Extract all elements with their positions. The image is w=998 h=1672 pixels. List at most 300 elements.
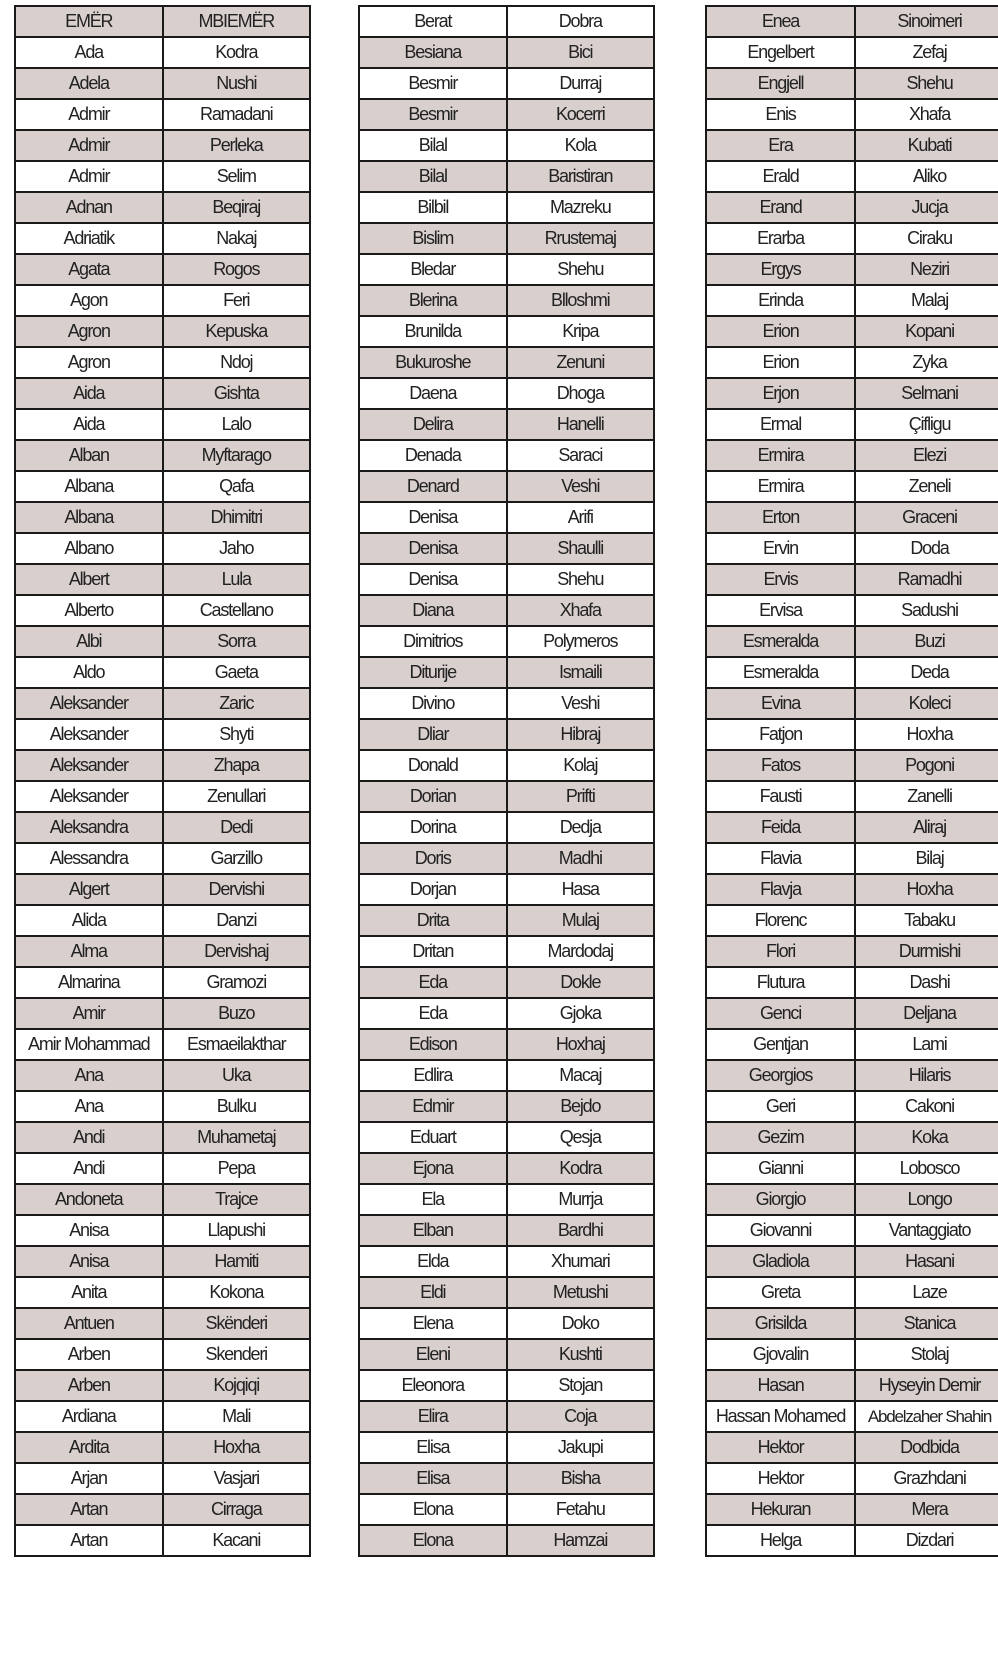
- table-row: [706, 1463, 998, 1494]
- name-cell: Erion: [706, 316, 855, 347]
- surname-cell: Sorra: [163, 626, 311, 657]
- table-row: [706, 1215, 998, 1246]
- surname-cell: Zaric: [163, 688, 311, 719]
- surname-cell: Nakaj: [163, 223, 311, 254]
- name-cell: Evina: [706, 688, 855, 719]
- name-cell: Alessandra: [15, 843, 163, 874]
- table-row: [15, 1432, 310, 1463]
- name-cell: Elona: [359, 1494, 507, 1525]
- name-cell: Elisa: [359, 1463, 507, 1494]
- name-cell: Engjell: [706, 68, 855, 99]
- surname-cell: Zenuni: [507, 347, 655, 378]
- name-cell: Brunilda: [359, 316, 507, 347]
- table-row: [359, 1215, 654, 1246]
- name-cell: Arben: [15, 1370, 163, 1401]
- surname-cell: Jaho: [163, 533, 311, 564]
- table-row: [15, 1029, 310, 1060]
- name-cell: Eleni: [359, 1339, 507, 1370]
- surname-cell: Sadushi: [855, 595, 998, 626]
- surname-cell: Bici: [507, 37, 655, 68]
- table-row: [359, 1246, 654, 1277]
- table-row: [15, 130, 310, 161]
- surname-cell: Dedja: [507, 812, 655, 843]
- name-cell: Ervin: [706, 533, 855, 564]
- name-cell: Denada: [359, 440, 507, 471]
- name-cell: Edison: [359, 1029, 507, 1060]
- name-cell: Flavia: [706, 843, 855, 874]
- name-cell: Denard: [359, 471, 507, 502]
- table-row: [706, 812, 998, 843]
- surname-cell: Zhapa: [163, 750, 311, 781]
- name-cell: Helga: [706, 1525, 855, 1556]
- surname-cell: Hamiti: [163, 1246, 311, 1277]
- surname-cell: Shehu: [507, 564, 655, 595]
- table-row: [706, 378, 998, 409]
- table-row: [359, 378, 654, 409]
- surname-cell: Doko: [507, 1308, 655, 1339]
- surname-cell: Cakoni: [855, 1091, 998, 1122]
- surname-cell: Kubati: [855, 130, 998, 161]
- table-row: [15, 347, 310, 378]
- surname-cell: Ramadhi: [855, 564, 998, 595]
- table-row: [15, 1215, 310, 1246]
- name-cell: Alma: [15, 936, 163, 967]
- name-cell: Aleksandra: [15, 812, 163, 843]
- name-cell: Divino: [359, 688, 507, 719]
- surname-cell: Zeneli: [855, 471, 998, 502]
- table-row: [15, 1184, 310, 1215]
- name-cell: Era: [706, 130, 855, 161]
- name-cell: Erarba: [706, 223, 855, 254]
- table-row: [706, 688, 998, 719]
- surname-cell: Hoxha: [163, 1432, 311, 1463]
- surname-cell: Hoxha: [855, 874, 998, 905]
- table-row: [359, 1370, 654, 1401]
- surname-cell: Tabaku: [855, 905, 998, 936]
- table-row: [359, 6, 654, 37]
- table-row: [15, 936, 310, 967]
- surname-cell: Murrja: [507, 1184, 655, 1215]
- table-row: [15, 1370, 310, 1401]
- table-row: [706, 874, 998, 905]
- surname-cell: Kocerri: [507, 99, 655, 130]
- surname-cell: Buzi: [855, 626, 998, 657]
- name-cell: Elena: [359, 1308, 507, 1339]
- surname-cell: Baristiran: [507, 161, 655, 192]
- surname-cell: Trajce: [163, 1184, 311, 1215]
- table-row: [706, 161, 998, 192]
- surname-cell: Mazreku: [507, 192, 655, 223]
- table-row: [706, 905, 998, 936]
- surname-cell: Malaj: [855, 285, 998, 316]
- surname-cell: Garzillo: [163, 843, 311, 874]
- table-row: [359, 1401, 654, 1432]
- surname-cell: Shaulli: [507, 533, 655, 564]
- table-row: [359, 1184, 654, 1215]
- surname-cell: Koleci: [855, 688, 998, 719]
- table-row: [359, 1339, 654, 1370]
- table-row: [706, 440, 998, 471]
- surname-cell: Metushi: [507, 1277, 655, 1308]
- table-row: [359, 1277, 654, 1308]
- surname-cell: Nushi: [163, 68, 311, 99]
- name-cell: Flavja: [706, 874, 855, 905]
- table-row: [706, 750, 998, 781]
- table-row: [359, 1525, 654, 1556]
- surname-cell: Deljana: [855, 998, 998, 1029]
- table-row: [15, 998, 310, 1029]
- table-row: [15, 626, 310, 657]
- name-cell: Aida: [15, 409, 163, 440]
- name-cell: Erjon: [706, 378, 855, 409]
- surname-cell: Hoxhaj: [507, 1029, 655, 1060]
- header-row: [15, 6, 310, 37]
- table-row: [15, 285, 310, 316]
- surname-cell: Madhi: [507, 843, 655, 874]
- surname-cell: Durraj: [507, 68, 655, 99]
- table-row: [15, 378, 310, 409]
- surname-cell: Kola: [507, 130, 655, 161]
- name-cell: Flori: [706, 936, 855, 967]
- surname-cell: Kolaj: [507, 750, 655, 781]
- table-row: [706, 130, 998, 161]
- table-row: [15, 1091, 310, 1122]
- table-row: [706, 564, 998, 595]
- name-cell: Eda: [359, 967, 507, 998]
- table-row: [15, 1060, 310, 1091]
- name-cell: Giorgio: [706, 1184, 855, 1215]
- name-cell: Gjovalin: [706, 1339, 855, 1370]
- name-cell: Bukuroshe: [359, 347, 507, 378]
- table-row: [706, 316, 998, 347]
- table-row: [15, 1308, 310, 1339]
- table-row: [359, 1060, 654, 1091]
- table-row: [706, 1308, 998, 1339]
- surname-cell: Selmani: [855, 378, 998, 409]
- name-cell: Enis: [706, 99, 855, 130]
- name-cell: Adela: [15, 68, 163, 99]
- name-cell: Anisa: [15, 1215, 163, 1246]
- surname-cell: Fetahu: [507, 1494, 655, 1525]
- name-cell: Georgios: [706, 1060, 855, 1091]
- name-cell: Eldi: [359, 1277, 507, 1308]
- surname-cell: Hoxha: [855, 719, 998, 750]
- name-cell: Dritan: [359, 936, 507, 967]
- table-row: [706, 1060, 998, 1091]
- table-row: [15, 1401, 310, 1432]
- name-cell: Eleonora: [359, 1370, 507, 1401]
- table-row: [359, 223, 654, 254]
- table-row: [359, 1432, 654, 1463]
- name-cell: Bislim: [359, 223, 507, 254]
- name-cell: Besiana: [359, 37, 507, 68]
- surname-cell: Aliraj: [855, 812, 998, 843]
- name-cell: Genci: [706, 998, 855, 1029]
- surname-cell: Dervishaj: [163, 936, 311, 967]
- table-row: [706, 843, 998, 874]
- name-cell: Erand: [706, 192, 855, 223]
- surname-cell: Pogoni: [855, 750, 998, 781]
- names-table-3: [705, 5, 998, 1557]
- name-cell: Delira: [359, 409, 507, 440]
- table-row: [706, 471, 998, 502]
- table-row: [706, 37, 998, 68]
- surname-cell: Veshi: [507, 688, 655, 719]
- name-cell: Engelbert: [706, 37, 855, 68]
- surname-cell: Durmishi: [855, 936, 998, 967]
- name-cell: Fausti: [706, 781, 855, 812]
- name-cell: Elban: [359, 1215, 507, 1246]
- surname-cell: Bisha: [507, 1463, 655, 1494]
- table-row: [15, 905, 310, 936]
- table-row: [359, 99, 654, 130]
- name-cell: Erinda: [706, 285, 855, 316]
- table-row: [706, 1432, 998, 1463]
- name-cell: Bilbil: [359, 192, 507, 223]
- surname-cell: Abdelzaher Shahin: [855, 1401, 998, 1432]
- name-cell: Alida: [15, 905, 163, 936]
- table-row: [706, 1525, 998, 1556]
- table-row: [359, 750, 654, 781]
- name-cell: Admir: [15, 161, 163, 192]
- name-cell: Agron: [15, 347, 163, 378]
- table-row: [359, 68, 654, 99]
- name-cell: Albi: [15, 626, 163, 657]
- table-row: [15, 223, 310, 254]
- table-row: [706, 719, 998, 750]
- name-cell: Aleksander: [15, 719, 163, 750]
- table-row: [706, 192, 998, 223]
- surname-cell: Muhametaj: [163, 1122, 311, 1153]
- name-cell: Aida: [15, 378, 163, 409]
- name-cell: Besmir: [359, 68, 507, 99]
- table-row: [706, 781, 998, 812]
- table-row: [359, 812, 654, 843]
- table-row: [359, 843, 654, 874]
- name-cell: Anita: [15, 1277, 163, 1308]
- name-cell: Algert: [15, 874, 163, 905]
- table-row: [359, 595, 654, 626]
- surname-cell: Qesja: [507, 1122, 655, 1153]
- name-cell: Ardiana: [15, 1401, 163, 1432]
- surname-cell: Jucja: [855, 192, 998, 223]
- name-cell: Daena: [359, 378, 507, 409]
- name-cell: Gianni: [706, 1153, 855, 1184]
- name-cell: Aleksander: [15, 781, 163, 812]
- surname-cell: Skenderi: [163, 1339, 311, 1370]
- surname-cell: Saraci: [507, 440, 655, 471]
- surname-cell: Bardhi: [507, 1215, 655, 1246]
- name-cell: Hassan Mohamed: [706, 1401, 855, 1432]
- table-row: [706, 998, 998, 1029]
- table-row: [359, 998, 654, 1029]
- surname-cell: Veshi: [507, 471, 655, 502]
- table-row: [359, 688, 654, 719]
- name-cell: Alberto: [15, 595, 163, 626]
- surname-cell: Uka: [163, 1060, 311, 1091]
- table-row: [706, 1091, 998, 1122]
- table-row: [706, 347, 998, 378]
- name-cell: Admir: [15, 130, 163, 161]
- name-cell: Arjan: [15, 1463, 163, 1494]
- surname-cell: Lobosco: [855, 1153, 998, 1184]
- table-row: [15, 409, 310, 440]
- surname-cell: Hyseyin Demir: [855, 1370, 998, 1401]
- surname-cell: Dhoga: [507, 378, 655, 409]
- surname-cell: Koka: [855, 1122, 998, 1153]
- name-cell: Blerina: [359, 285, 507, 316]
- name-cell: Elona: [359, 1525, 507, 1556]
- table-row: [706, 99, 998, 130]
- name-cell: Hektor: [706, 1432, 855, 1463]
- name-cell: Enea: [706, 6, 855, 37]
- name-cell: Aleksander: [15, 688, 163, 719]
- surname-cell: Kokona: [163, 1277, 311, 1308]
- table-row: [359, 1463, 654, 1494]
- surname-cell: Stojan: [507, 1370, 655, 1401]
- table-row: [359, 1091, 654, 1122]
- surname-cell: Jakupi: [507, 1432, 655, 1463]
- surname-cell: Deda: [855, 657, 998, 688]
- table-row: [15, 471, 310, 502]
- table-row: [359, 254, 654, 285]
- table-row: [15, 192, 310, 223]
- name-cell: Erion: [706, 347, 855, 378]
- surname-cell: Mera: [855, 1494, 998, 1525]
- surname-cell: Feri: [163, 285, 311, 316]
- table-row: [359, 130, 654, 161]
- surname-cell: Gramozi: [163, 967, 311, 998]
- surname-cell: Kushti: [507, 1339, 655, 1370]
- table-row: [15, 874, 310, 905]
- name-cell: Ardita: [15, 1432, 163, 1463]
- surname-cell: Hasa: [507, 874, 655, 905]
- name-cell: Dliar: [359, 719, 507, 750]
- table-row: [15, 68, 310, 99]
- surname-cell: Mardodaj: [507, 936, 655, 967]
- name-cell: Diturije: [359, 657, 507, 688]
- name-cell: Donald: [359, 750, 507, 781]
- table-row: [706, 223, 998, 254]
- name-cell: Ermira: [706, 471, 855, 502]
- table-row: [706, 409, 998, 440]
- name-cell: Hektor: [706, 1463, 855, 1494]
- table-row: [359, 719, 654, 750]
- table-row: [706, 1339, 998, 1370]
- header-surname: MBIEMËR: [163, 6, 311, 37]
- name-cell: Elda: [359, 1246, 507, 1277]
- name-cell: Geri: [706, 1091, 855, 1122]
- name-cell: Arben: [15, 1339, 163, 1370]
- surname-cell: Kripa: [507, 316, 655, 347]
- surname-cell: Myftarago: [163, 440, 311, 471]
- surname-cell: Neziri: [855, 254, 998, 285]
- table-row: [15, 1153, 310, 1184]
- name-cell: Eduart: [359, 1122, 507, 1153]
- surname-cell: Çifligu: [855, 409, 998, 440]
- table-row: [706, 1494, 998, 1525]
- table-row: [359, 936, 654, 967]
- surname-cell: Bulku: [163, 1091, 311, 1122]
- table-row: [15, 440, 310, 471]
- table-row: [706, 502, 998, 533]
- name-cell: Ermira: [706, 440, 855, 471]
- table-row: [359, 533, 654, 564]
- table-row: [706, 936, 998, 967]
- surname-cell: Coja: [507, 1401, 655, 1432]
- table-row: [15, 843, 310, 874]
- surname-cell: Qafa: [163, 471, 311, 502]
- surname-cell: Kodra: [507, 1153, 655, 1184]
- name-cell: Andoneta: [15, 1184, 163, 1215]
- table-row: [15, 37, 310, 68]
- surname-cell: Danzi: [163, 905, 311, 936]
- name-cell: Albano: [15, 533, 163, 564]
- surname-cell: Stolaj: [855, 1339, 998, 1370]
- table-row: [359, 905, 654, 936]
- name-cell: Flutura: [706, 967, 855, 998]
- table-row: [15, 316, 310, 347]
- surname-cell: Kojqiqi: [163, 1370, 311, 1401]
- name-cell: Denisa: [359, 564, 507, 595]
- surname-cell: Kodra: [163, 37, 311, 68]
- surname-cell: Graceni: [855, 502, 998, 533]
- surname-cell: Gjoka: [507, 998, 655, 1029]
- table-row: [359, 1122, 654, 1153]
- name-cell: Anisa: [15, 1246, 163, 1277]
- name-cell: Fatos: [706, 750, 855, 781]
- surname-cell: Gaeta: [163, 657, 311, 688]
- table-row: [15, 502, 310, 533]
- surname-cell: Bejdo: [507, 1091, 655, 1122]
- surname-cell: Vasjari: [163, 1463, 311, 1494]
- surname-cell: Lalo: [163, 409, 311, 440]
- table-row: [706, 1153, 998, 1184]
- table-row: [359, 1153, 654, 1184]
- table-row: [359, 192, 654, 223]
- name-cell: Gentjan: [706, 1029, 855, 1060]
- table-row: [359, 1308, 654, 1339]
- table-row: [359, 440, 654, 471]
- surname-cell: Castellano: [163, 595, 311, 626]
- name-cell: Andi: [15, 1122, 163, 1153]
- surname-cell: Llapushi: [163, 1215, 311, 1246]
- name-cell: Admir: [15, 99, 163, 130]
- table-row: [706, 1122, 998, 1153]
- surname-cell: Beqiraj: [163, 192, 311, 223]
- name-cell: Denisa: [359, 533, 507, 564]
- surname-cell: Grazhdani: [855, 1463, 998, 1494]
- name-cell: Ada: [15, 37, 163, 68]
- table-row: [15, 1277, 310, 1308]
- name-cell: Agata: [15, 254, 163, 285]
- surname-cell: Perleka: [163, 130, 311, 161]
- table-row: [15, 1494, 310, 1525]
- table-row: [706, 1184, 998, 1215]
- surname-cell: Xhafa: [855, 99, 998, 130]
- table-row: [359, 316, 654, 347]
- surname-cell: Dokle: [507, 967, 655, 998]
- table-row: [359, 502, 654, 533]
- surname-cell: Bilaj: [855, 843, 998, 874]
- surname-cell: Shehu: [507, 254, 655, 285]
- name-cell: Giovanni: [706, 1215, 855, 1246]
- surname-cell: Blloshmi: [507, 285, 655, 316]
- surname-cell: Ndoj: [163, 347, 311, 378]
- name-cell: Hasan: [706, 1370, 855, 1401]
- surname-cell: Rogos: [163, 254, 311, 285]
- name-cell: Dorina: [359, 812, 507, 843]
